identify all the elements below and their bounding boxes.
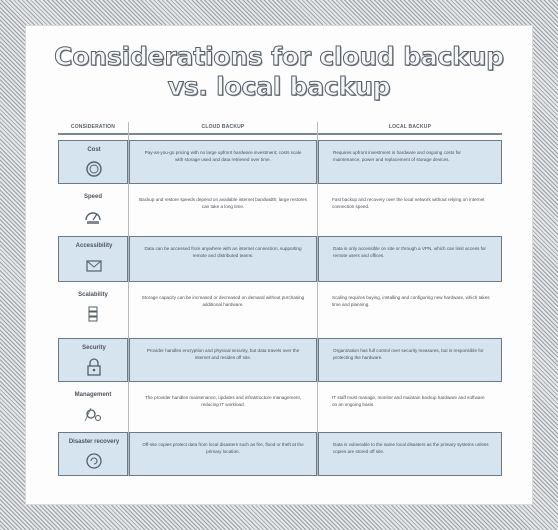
category-label: Scalability bbox=[78, 292, 108, 298]
category-label: Accessibility bbox=[75, 243, 113, 249]
category-label: Security bbox=[82, 345, 106, 351]
local-text: Data is vulnerable to the same local disasters as the primary systems unless copies are stored off site. bbox=[333, 442, 489, 454]
local-cell bbox=[318, 140, 502, 184]
cloud-text: Backup and restore speeds depend on available internet bandwidth; large restores can take a long time. bbox=[139, 197, 307, 209]
money-coin-icon bbox=[84, 159, 104, 179]
local-text: Requires upfront investment in hardware and ongoing costs for maintenance, power and replacement of storage devices. bbox=[333, 150, 461, 162]
table-row bbox=[58, 286, 502, 334]
header-consideration: CONSIDERATION bbox=[70, 124, 116, 130]
category-cell bbox=[58, 286, 128, 334]
local-text: Organization has full control over security measures, but is responsible for protecting the hardware. bbox=[333, 348, 484, 360]
gears-icon bbox=[83, 404, 103, 424]
local-cell bbox=[318, 432, 502, 476]
local-cell bbox=[318, 386, 502, 428]
category-cell bbox=[58, 236, 128, 282]
cloud-cell bbox=[129, 286, 317, 334]
category-label: Cost bbox=[87, 147, 101, 153]
local-cell bbox=[318, 236, 502, 282]
cloud-text: Storage capacity can be increased or decreased on demand without purchasing additional hardware. bbox=[141, 295, 305, 307]
cloud-cell bbox=[129, 188, 317, 232]
cloud-cell bbox=[129, 236, 317, 282]
page-title-line1: Considerations for cloud backup bbox=[54, 42, 504, 71]
local-text: Scaling requires buying, installing and configuring new hardware, which takes time and planning. bbox=[332, 295, 490, 307]
speedometer-icon bbox=[83, 206, 103, 226]
table-row bbox=[58, 432, 502, 476]
page-title-line2: vs. local backup bbox=[167, 72, 391, 101]
cloud-text: Provider handles encryption and physical security, but data travels over the internet and resides off site. bbox=[146, 348, 300, 360]
category-label: Management bbox=[74, 392, 112, 398]
cloud-text: Pay-as-you-go pricing with no large upfront hardware investment; costs scale with storage used and data retrieved over time. bbox=[144, 150, 302, 162]
local-text: Data is only accessible on site or through a VPN, which can limit access for remote users and offices. bbox=[333, 246, 486, 258]
shield-recovery-icon bbox=[84, 451, 104, 471]
local-cell bbox=[318, 338, 502, 382]
category-cell bbox=[58, 338, 128, 382]
scale-servers-icon bbox=[83, 304, 103, 324]
local-text: Fast backup and recovery over the local network without relying on internet connection speed. bbox=[332, 197, 485, 209]
table-row bbox=[58, 338, 502, 382]
header-local-backup: LOCAL BACKUP bbox=[388, 124, 432, 130]
table-row bbox=[58, 386, 502, 428]
comparison-table bbox=[58, 122, 502, 476]
cloud-text: The provider handles maintenance, updates and infrastructure management, reducing IT workload. bbox=[144, 395, 302, 407]
infographic-card bbox=[26, 26, 532, 504]
cloud-access-icon bbox=[84, 255, 104, 275]
header-cloud-backup: CLOUD BACKUP bbox=[201, 124, 245, 130]
local-cell bbox=[318, 188, 502, 232]
table-row bbox=[58, 236, 502, 282]
cloud-cell bbox=[129, 338, 317, 382]
category-cell bbox=[58, 188, 128, 232]
category-cell bbox=[58, 386, 128, 428]
category-label: Speed bbox=[83, 194, 102, 200]
table-row bbox=[58, 140, 502, 184]
table-row bbox=[58, 188, 502, 232]
local-cell bbox=[318, 286, 502, 334]
local-text: IT staff must manage, monitor and maintain backup hardware and software on an ongoing basis. bbox=[332, 395, 485, 407]
cloud-cell bbox=[129, 140, 317, 184]
category-cell bbox=[58, 140, 128, 184]
category-cell bbox=[58, 432, 128, 476]
padlock-icon bbox=[84, 357, 104, 377]
header-divider bbox=[58, 133, 502, 135]
cloud-text: Data can be accessed from anywhere with an internet connection, supporting remote and distributed teams. bbox=[144, 246, 302, 258]
cloud-cell bbox=[129, 432, 317, 476]
cloud-text: Off-site copies protect data from local disasters such as fire, flood or theft at the primary location. bbox=[142, 442, 304, 454]
cloud-cell bbox=[129, 386, 317, 428]
category-label: Disaster recovery bbox=[68, 439, 120, 445]
